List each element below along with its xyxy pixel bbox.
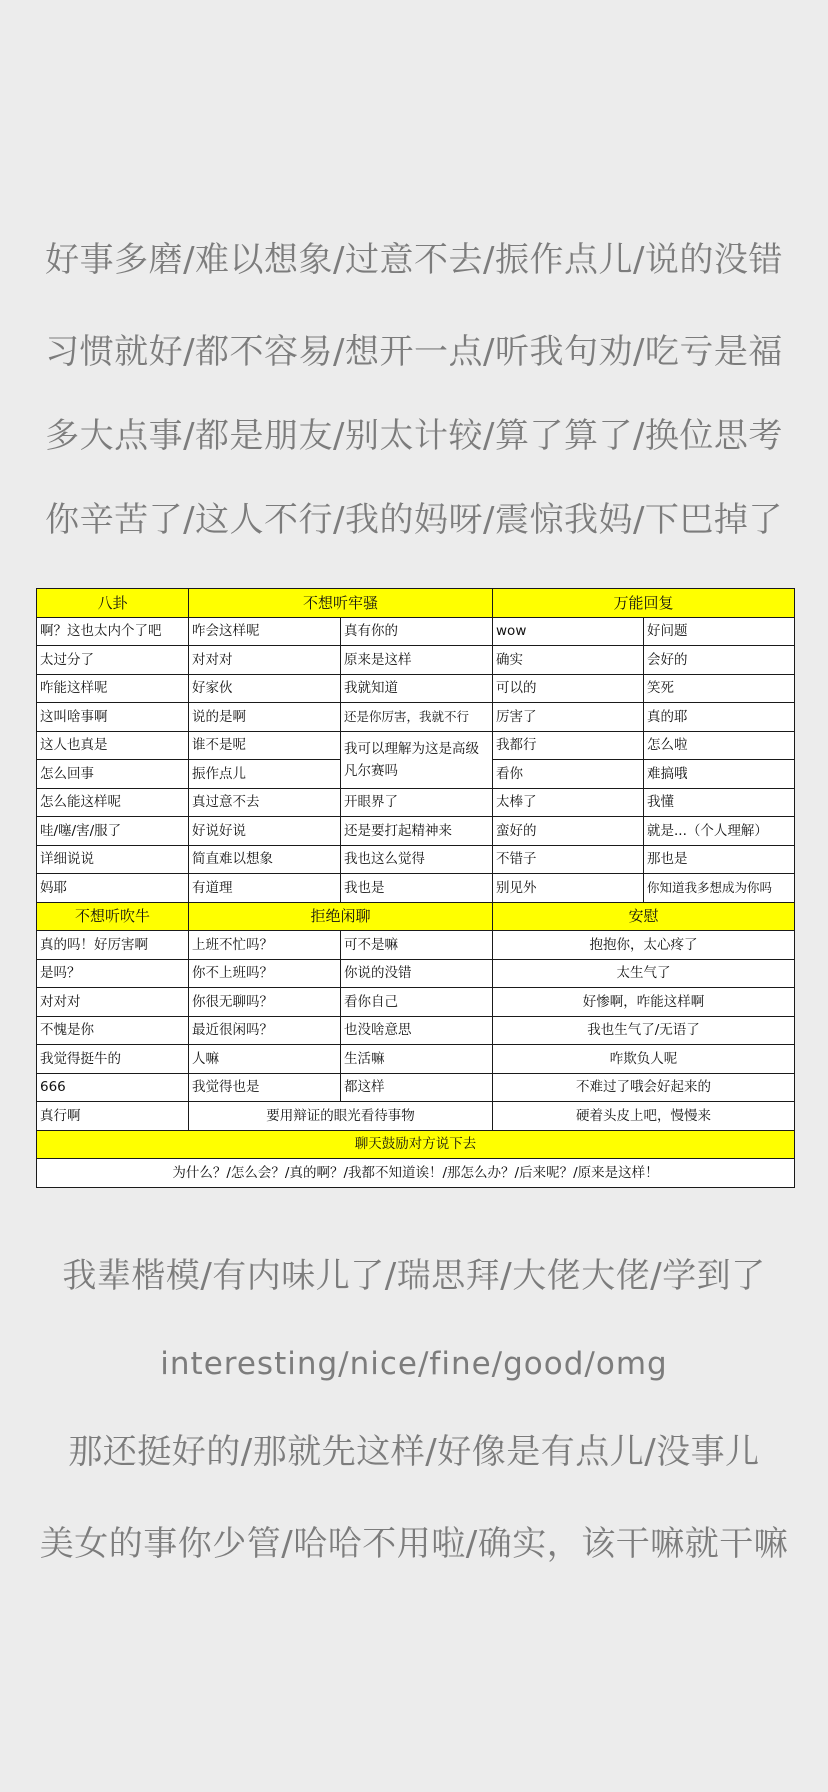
table-row: [37, 988, 795, 1017]
table-cell: 也没啥意思: [341, 1016, 493, 1045]
table-cell: 不错子: [493, 845, 644, 874]
phrase-line-2: 习惯就好/都不容易/想开一点/听我句劝/吃亏是福: [45, 332, 783, 372]
header-no-complaints: 不想听牢骚: [189, 589, 493, 618]
phrase-line-7: 那还挺好的/那就先这样/好像是有点儿/没事儿: [68, 1432, 760, 1472]
table-cell: 我懂: [644, 788, 795, 817]
table-row: [37, 1045, 795, 1074]
table-cell: 人嘛: [189, 1045, 341, 1074]
table-cell: 看你: [493, 760, 644, 789]
table-cell: 怎么回事: [37, 760, 189, 789]
table-cell: 详细说说: [37, 845, 189, 874]
table-row: [37, 731, 795, 760]
phrase-line-1: 好事多磨/难以想象/过意不去/振作点儿/说的没错: [45, 240, 783, 280]
table-cell: 这叫啥事啊: [37, 703, 189, 732]
table-cell: 别见外: [493, 874, 644, 903]
table-row: [37, 817, 795, 846]
table-row: [37, 1073, 795, 1102]
table-cell: 谁不是呢: [189, 731, 341, 760]
keep-talking-phrases: 为什么？/怎么会？/真的啊？/我都不知道诶！/那怎么办？/后来呢？/原来是这样！: [37, 1159, 795, 1188]
header-no-bragging: 不想听吹牛: [37, 902, 189, 931]
table-cell: 这人也真是: [37, 731, 189, 760]
phrase-line-8: 美女的事你少管/哈哈不用啦/确实，该干嘛就干嘛: [39, 1524, 789, 1564]
table-cell: 怎么能这样呢: [37, 788, 189, 817]
table-cell: 开眼界了: [341, 788, 493, 817]
table-cell: 简直难以想象: [189, 845, 341, 874]
table-cell: 我也是: [341, 874, 493, 903]
table-cell: 不愧是你: [37, 1016, 189, 1045]
header-gossip: 八卦: [37, 589, 189, 618]
table-cell: 真的吗！好厉害啊: [37, 931, 189, 960]
table-row: [37, 959, 795, 988]
table-row: [37, 646, 795, 675]
section-header-row: [37, 589, 795, 618]
table-cell: wow: [493, 617, 644, 646]
header-keep-talking: 聊天鼓励对方说下去: [37, 1130, 795, 1159]
table-cell: 真有你的: [341, 617, 493, 646]
header-refuse-small-talk: 拒绝闲聊: [189, 902, 493, 931]
table-cell: 可以的: [493, 674, 644, 703]
table-cell: 太棒了: [493, 788, 644, 817]
phrase-line-6: interesting/nice/fine/good/omg: [160, 1346, 668, 1382]
table-cell: 啊？这也太内个了吧: [37, 617, 189, 646]
table-cell: 说的是啊: [189, 703, 341, 732]
table-cell: 对对对: [37, 988, 189, 1017]
table-cell: 你很无聊吗？: [189, 988, 341, 1017]
table-cell: 厉害了: [493, 703, 644, 732]
table-cell: 都这样: [341, 1073, 493, 1102]
table-cell: 哇/噻/害/服了: [37, 817, 189, 846]
table-cell: 咋欺负人呢: [493, 1045, 795, 1074]
table-cell: 真的耶: [644, 703, 795, 732]
table-row: [37, 931, 795, 960]
table-cell: 咋会这样呢: [189, 617, 341, 646]
table-cell: 我觉得也是: [189, 1073, 341, 1102]
table-row: [37, 788, 795, 817]
table-row: [37, 674, 795, 703]
table-cell: 会好的: [644, 646, 795, 675]
table-cell: 笑死: [644, 674, 795, 703]
table-cell: 还是要打起精神来: [341, 817, 493, 846]
header-comfort: 安慰: [493, 902, 795, 931]
footer-row: [37, 1159, 795, 1188]
table-cell: 要用辩证的眼光看待事物: [189, 1102, 493, 1131]
table-cell: 那也是: [644, 845, 795, 874]
table-row: [37, 617, 795, 646]
table-cell: 硬着头皮上吧，慢慢来: [493, 1102, 795, 1131]
table-cell: 好说好说: [189, 817, 341, 846]
table-cell: 你不上班吗？: [189, 959, 341, 988]
table-cell: 好家伙: [189, 674, 341, 703]
table-cell: 难搞哦: [644, 760, 795, 789]
table-cell: 上班不忙吗？: [189, 931, 341, 960]
table-cell: 我觉得挺牛的: [37, 1045, 189, 1074]
table-cell: 我都行: [493, 731, 644, 760]
table-cell: 好惨啊，咋能这样啊: [493, 988, 795, 1017]
table-cell: 蛮好的: [493, 817, 644, 846]
table-row: [37, 845, 795, 874]
table-cell: 我也这么觉得: [341, 845, 493, 874]
reply-phrase-table: [36, 588, 795, 1188]
table-row: [37, 703, 795, 732]
table-cell: 是吗？: [37, 959, 189, 988]
table-cell: 你说的没错: [341, 959, 493, 988]
table-cell: 真过意不去: [189, 788, 341, 817]
table-cell: 真行啊: [37, 1102, 189, 1131]
table-row: [37, 874, 795, 903]
table-cell: 太生气了: [493, 959, 795, 988]
table-cell: 我也生气了/无语了: [493, 1016, 795, 1045]
table-cell: 对对对: [189, 646, 341, 675]
table-cell: 最近很闲吗？: [189, 1016, 341, 1045]
table-cell: 确实: [493, 646, 644, 675]
section-header-row: [37, 902, 795, 931]
footer-header-row: [37, 1130, 795, 1159]
table-row: [37, 1102, 795, 1131]
table-cell: 怎么啦: [644, 731, 795, 760]
table-cell: 666: [37, 1073, 189, 1102]
table-cell: 振作点儿: [189, 760, 341, 789]
phrase-line-4: 你辛苦了/这人不行/我的妈呀/震惊我妈/下巴掉了: [45, 500, 783, 540]
phrase-line-5: 我辈楷模/有内味儿了/瑞思拜/大佬大佬/学到了: [62, 1256, 766, 1296]
table-cell: 太过分了: [37, 646, 189, 675]
table-cell: 有道理: [189, 874, 341, 903]
table-cell: 就是...（个人理解）: [644, 817, 795, 846]
table-cell: 我可以理解为这是高级凡尔赛吗: [341, 731, 493, 788]
table-cell: 你知道我多想成为你吗: [644, 874, 795, 903]
table-cell: 好问题: [644, 617, 795, 646]
table-cell: 还是你厉害，我就不行: [341, 703, 493, 732]
table-cell: 生活嘛: [341, 1045, 493, 1074]
table-row: [37, 1016, 795, 1045]
header-universal-reply: 万能回复: [493, 589, 795, 618]
table-cell: 抱抱你，太心疼了: [493, 931, 795, 960]
table-cell: 可不是嘛: [341, 931, 493, 960]
table-cell: 不难过了哦会好起来的: [493, 1073, 795, 1102]
table-cell: 原来是这样: [341, 646, 493, 675]
table-cell: 我就知道: [341, 674, 493, 703]
phrase-line-3: 多大点事/都是朋友/别太计较/算了算了/换位思考: [45, 416, 783, 456]
table-cell: 咋能这样呢: [37, 674, 189, 703]
table-cell: 看你自己: [341, 988, 493, 1017]
table-cell: 妈耶: [37, 874, 189, 903]
